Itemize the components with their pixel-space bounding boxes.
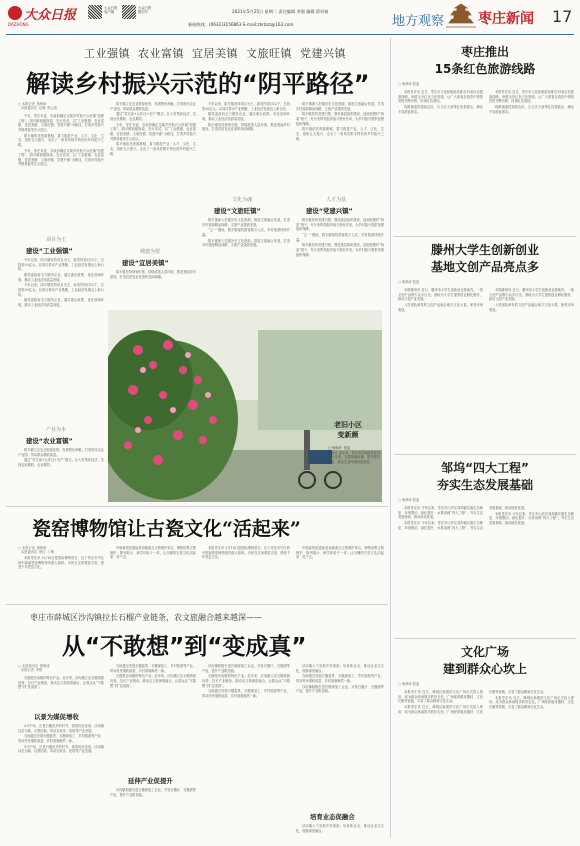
paragraph: 入驻团队研发的文创产品融合地方文化元素，深受市场欢迎。 (398, 302, 483, 312)
side-story4-body (398, 690, 574, 840)
side-story2-byline: □ 熊修涛 报道 (398, 280, 419, 284)
paragraph: 镇党委政府全力服务企业，落实惠企政策，优化营商环境，推动工业经济高质量发展。 (202, 112, 290, 121)
qr-code-icon (88, 5, 102, 19)
dateline: 2021年5月25日 星期二 责任编辑 李强 编辑 薛忻雅 (232, 9, 329, 14)
paragraph: 中陈郝瓷窑遗址是省级重点文物保护单位，博物馆集文物保护、陈列展示、研学体验于一体，让沉睡的古瓷文化活起来、传下去。 (296, 546, 384, 560)
lead-body-col1b (18, 258, 104, 422)
side-story4-byline: □ 熊修涛 报道 (398, 682, 419, 686)
section-divider (6, 506, 388, 507)
paragraph: 线路涵盖铁道游击队、台儿庄大战等红色资源点，满足不同游客需求。 (398, 104, 483, 114)
paragraph: 5月中旬，正是石榴花开的时节，游客纷至沓来。沙沟镇以花为媒，以景招商，带动农家乐、民宿等产业发展。 (18, 744, 104, 754)
story2-title: 瓷窑博物馆让古瓷文化“活起来” (32, 518, 301, 540)
paragraph: 本报枣庄讯 近日，枣庄市文化和旅游局推出15条红色旅游线路，串联全市红色文化资源，让广大游客在游览中感悟党的光辉历程，传承红色基因。 (398, 90, 483, 104)
paragraph: 阴平镇坚持党建引领，强化基层组织建设，选优配强村“两委”班子，充分发挥党组织战斗堡垒作用，为乡村振兴提供坚强组织保障。 (296, 243, 384, 257)
paragraph: 当地通过发展石榴盆景、石榴深加工、乡村旅游等产业，带动村民增收致富，乡村面貌焕然一新。 (18, 734, 104, 743)
subsection-heading: 建设“文旅旺镇” (214, 207, 261, 215)
lead-kicker: 工业强镇 农业富镇 宜居美镇 文旅旺镇 党建兴镇 (84, 47, 346, 60)
lead-byline: □ 本报记者 熊修涛 本报通讯员 赵琳 熊云涛 (18, 102, 57, 111)
side-story3-body (398, 506, 574, 634)
subsection-heading: 建设“党建兴镇” (306, 207, 353, 215)
paragraph: 镇党委政府全力服务企业，落实惠企政策，优化营商环境，推动工业经济高质量发展。 (18, 298, 104, 307)
story3-body-col3 (202, 664, 290, 840)
lead-title: 解读乡村振兴示范的“阴平路径” (26, 70, 370, 98)
paragraph: 本报枣庄讯 今年以来，枣庄市山亭区邹坞镇实施生态修复、环境整治、绿化提升、水系治理“四大工程”，夯实生态发展基础，推动绿色发展。 (489, 511, 574, 525)
side-divider (394, 236, 576, 237)
lead-body-col1c (18, 448, 104, 504)
qr-code-icon (122, 5, 136, 19)
paragraph: 本报枣庄讯 5月18日是国际博物馆日，位于枣庄市中区的中陈郝瓷窑博物馆内游人如织。市民在这里观赏古瓷，感受千年瓷窑文化。 (202, 546, 290, 560)
lead-body-col4 (296, 102, 384, 182)
subsection-heading: 建设“工业强镇” (26, 247, 73, 255)
lead-body-col2 (110, 102, 196, 238)
paragraph: 本报枣庄讯 近日，枣庄市文化和旅游局推出15条红色旅游线路，串联全市红色文化资源，让广大游客在游览中感悟党的光辉历程，传承红色基因。 (489, 90, 574, 104)
paragraph: 镇党委政府全力服务企业，落实惠企政策，优化营商环境，推动工业经济高质量发展。 (18, 272, 104, 282)
side-story1-body (398, 90, 574, 232)
paragraph: 石榴是沙沟镇的特色产业。近年来，沙沟镇立足石榴资源优势，拉长产业链条，推动农文旅深度融合，让群众从“不敢想”到“变成真”。 (202, 674, 290, 688)
story3-subheading: 以景为媒促增收 (34, 713, 79, 721)
story2-body-col4 (296, 546, 384, 598)
subsection-kicker: 文化为魂 (232, 197, 253, 203)
paragraph: 今年，枣庄市委、市政府确定实施乡村振兴示范镇“创建工程”，阴平镇积极探索、先行先试，以“工业强镇、农业富镇、宜居美镇、文旅旺镇、党建兴镇”为路径，打造乡村振兴齐鲁样板枣庄示范区。 (110, 122, 196, 141)
app-label-1: 大众日报 客户端 (104, 6, 118, 14)
paragraph: 阴平镇坚持党建引领，强化基层组织建设，选优配强村“两委”班子，充分发挥党组织战斗堡垒作用，为乡村振兴提供坚强组织保障。 (296, 112, 384, 126)
paragraph: 5月中旬，正是石榴花开的时节，游客纷至沓来。沙沟镇以花为媒，以景招商，带动农家乐、民宿等产业发展。 (18, 724, 104, 733)
section-label: 地方观察 (392, 14, 445, 29)
photo-caption: □ 熊修涛 报道 本报讯 近年来，枣庄市持续推进老旧小区改造，完善基础设施，提升居住品质，群众生活环境明显改善。 (328, 446, 380, 464)
logo-icon (8, 6, 22, 20)
side-story1-title: 枣庄推出 15条红色旅游线路 (434, 45, 536, 76)
header-rule (6, 34, 574, 35)
side-story3-byline: □ 熊修涛 报道 (398, 498, 419, 502)
paragraph: 本报滕州讯 近日，滕州市大学生创新创业基地内，一批文创产品吸引众多目光。基地为大学生提供创业孵化服务，推动文创产业发展。 (489, 288, 574, 302)
paragraph: 阴平镇立足农业资源优势，发展特色种植，打造现代农业产业园，带动群众增收致富。 (18, 448, 104, 457)
paragraph: 当地通过发展石榴盆景、石榴深加工、乡村旅游等产业，带动村民增收致富，乡村面貌焕然一新。 (202, 689, 290, 698)
story3-body-col4 (296, 664, 384, 804)
paragraph: “五一”期间，阴平镇接待游客数万人次，乡村旅游持续升温。 (202, 228, 290, 237)
subsection-kicker: 项目为王 (46, 237, 67, 243)
paragraph: 当地通过发展石榴盆景、石榴深加工、乡村旅游等产业，带动村民增收致富，乡村面貌焕然一新。 (110, 664, 196, 673)
story3-body-col4b (296, 824, 384, 840)
paragraph: 今年以来，阴平镇坚持项目为王，新签约项目12个，总投资30亿元。以项目带动产业集聚，工业经济发展迈上新台阶。 (202, 102, 290, 111)
paragraph: 当地通过发展石榴盆景、石榴深加工、乡村旅游等产业，带动村民增收致富，乡村面貌焕然一新。 (296, 674, 384, 683)
story3-subheading: 延伸产业促提升 (128, 777, 173, 785)
contact-line: 新闻热线：(0632)3156863 E-mail:zhrbzz@163.com (188, 22, 294, 27)
paragraph: 阴平镇依托资源禀赋，着力推进产业、人才、文化、生态、组织五大振兴，走出了一条具有阴平特色的乡村振兴之路。 (110, 142, 196, 156)
paragraph: 线路涵盖铁道游击队、台儿庄大战等红色资源点，满足不同游客需求。 (489, 104, 574, 114)
story2-body-col1 (18, 556, 104, 598)
paragraph: 中陈郝瓷窑遗址是省级重点文物保护单位，博物馆集文物保护、陈列展示、研学体验于一体，让沉睡的古瓷文化活起来、传下去。 (110, 546, 196, 560)
subsection-kicker: 城建为要 (140, 249, 161, 255)
paragraph: 阴平镇坚持规划引领，持续改善人居环境，推进美丽乡村建设，打造宜居宜业宜游的美丽城镇。 (202, 122, 290, 132)
story3-byline: □ 本报通讯员 熊修涛 本报记者 李强 (18, 664, 50, 673)
story3-body-col2 (110, 664, 196, 768)
story2-byline: □ 本报记者 熊修涛 本报通讯员 徐红 丁梅 (18, 546, 54, 555)
page-number: 17 (552, 7, 573, 26)
paragraph: 通过“党支部+合作社+农户”模式，壮大村集体经济，实现农民增收、农业增效。 (110, 112, 196, 121)
app-label-2: 大众日报 微信号 (138, 6, 152, 14)
paragraph: 石榴是沙沟镇的特色产业。近年来，沙沟镇立足石榴资源优势，拉长产业链条，推动农文旅深度融合，让群众从“不敢想”到“变成真”。 (110, 674, 196, 688)
lead-body-col3 (202, 102, 290, 182)
subsection-heading: 建设“宜居美镇” (122, 259, 169, 267)
side-story1-byline: □ 熊修涛 报道 (398, 82, 419, 86)
story3-title: 从“不敢想”到“变成真” (62, 634, 307, 660)
lead-body-col3b (202, 218, 290, 308)
paragraph: 本报枣庄讯 5月18日是国际博物馆日，位于枣庄市中区的中陈郝瓷窑博物馆内游人如织。市民在这里观赏古瓷，感受千年瓷窑文化。 (18, 556, 104, 570)
newspaper-logo: 大众日报 (24, 8, 77, 23)
side-story3-title: 邹坞“四大工程” 夯实生态发展基础 (436, 461, 533, 492)
paragraph: 阴平镇深入挖掘历史文化资源，推进文旅融合发展，打造乡村旅游精品线路，文旅产业蓬勃发展。 (296, 102, 384, 111)
paragraph: 阴平镇坚持规划引领，持续改善人居环境，推进美丽乡村建设，打造宜居宜业宜游的美丽城镇。 (110, 270, 196, 279)
paragraph: 沙沟镇大力发展乡村旅游，培育新业态，推动农业与文化、旅游深度融合。 (296, 824, 384, 833)
paragraph: 本报枣庄讯 今年以来，枣庄市山亭区邹坞镇实施生态修复、环境整治、绿化提升、水系治理“四大工程”，夯实生态发展基础，推动绿色发展。 (398, 506, 483, 520)
paragraph: 今年以来，阴平镇坚持项目为王，新签约项目12个，总投资30亿元。以项目带动产业集聚，工业经济发展迈上新台阶。 (18, 258, 104, 272)
paragraph: 本报枣庄讯 今年以来，枣庄市山亭区邹坞镇实施生态修复、环境整治、绿化提升、水系治理“四大工程”，夯实生态发展基础，推动绿色发展。 (398, 506, 528, 530)
paragraph: 今年，枣庄市委、市政府确定实施乡村振兴示范镇“创建工程”，阴平镇积极探索、先行先试，以“工业强镇、农业富镇、宜居美镇、文旅旺镇、党建兴镇”为路径，打造乡村振兴齐鲁样板枣庄示范区。 (18, 148, 104, 167)
paragraph: 通过“党支部+合作社+农户”模式，壮大村集体经济，实现农民增收、农业增效。 (18, 458, 104, 467)
paragraph: 沙沟镇积极引进石榴深加工企业，开发石榴汁、石榴酒等产品，提升产业附加值。 (202, 664, 290, 673)
page-name: 枣庄新闻 (478, 11, 534, 27)
paragraph: 阴平镇依托资源禀赋，着力推进产业、人才、文化、生态、组织五大振兴，走出了一条具有阴平特色的乡村振兴之路。 (18, 133, 104, 147)
paragraph: 沙沟镇积极引进石榴深加工企业，开发石榴汁、石榴酒等产品，提升产业附加值。 (110, 788, 196, 797)
paragraph: 沙沟镇大力发展乡村旅游，培育新业态，推动农业与文化、旅游深度融合。 (296, 664, 384, 673)
paragraph: 今年以来，阴平镇坚持项目为王，新签约项目12个，总投资30亿元。以项目带动产业集聚，工业经济发展迈上新台阶。 (18, 283, 104, 297)
paragraph: 本报枣庄讯 近日，峄城区新建的文化广场正式投入使用，成为群众休闲娱乐的好去处。广场配套健身器材、文化长廊等设施，丰富了群众精神文化生活。 (398, 690, 483, 704)
column-divider (390, 38, 391, 838)
story3-body-col1 (18, 676, 104, 706)
side-story2-title: 滕州大学生创新创业 基地文创产品亮点多 (430, 243, 539, 274)
side-story2-body (398, 288, 574, 450)
subsection-heading: 建设“农业富镇” (26, 437, 73, 445)
story3-kicker: 枣庄市薛城区沙沟镇拉长石榴产业链条，农文旅融合越来越深—— (30, 613, 262, 622)
paragraph: 本报滕州讯 近日，滕州市大学生创新创业基地内，一批文创产品吸引众多目光。基地为大学生提供创业孵化服务，推动文创产业发展。 (398, 288, 483, 302)
paragraph: “五一”期间，阴平镇接待游客数万人次，乡村旅游持续升温。 (296, 232, 384, 242)
subsection-kicker: 产业为本 (46, 427, 67, 433)
story2-body-col2 (110, 546, 196, 598)
story3-body-col1b (18, 724, 104, 840)
lead-body-col2b (110, 270, 196, 308)
paragraph: 本报枣庄讯 近日，峄城区新建的文化广场正式投入使用，成为群众休闲娱乐的好去处。广场配套健身器材、文化长廊等设施，丰富了群众精神文化生活。 (398, 690, 547, 714)
story3-body-col2b (110, 788, 196, 840)
paragraph: 阴平镇依托资源禀赋，着力推进产业、人才、文化、生态、组织五大振兴，走出了一条具有阴平特色的乡村振兴之路。 (296, 127, 384, 141)
photo-caption-title: 老旧小区 变新颜 (334, 421, 362, 439)
side-divider (394, 454, 576, 455)
paragraph: 石榴是沙沟镇的特色产业。近年来，沙沟镇立足石榴资源优势，拉长产业链条，推动农文旅深度融合，让群众从“不敢想”到“变成真”。 (18, 676, 104, 690)
paragraph: 阴平镇深入挖掘历史文化资源，推进文旅融合发展，打造乡村旅游精品线路，文旅产业蓬勃发展。 (202, 218, 290, 227)
side-story4-title: 文化广场 建到群众心坎上 (442, 645, 527, 676)
paragraph: 阴平镇坚持党建引领，强化基层组织建设，选优配强村“两委”班子，充分发挥党组织战斗堡垒作用，为乡村振兴提供坚强组织保障。 (296, 218, 384, 232)
paragraph: 阴平镇立足农业资源优势，发展特色种植，打造现代农业产业园，带动群众增收致富。 (110, 102, 196, 111)
paragraph: 本报枣庄讯 近日，峄城区新建的文化广场正式投入使用，成为群众休闲娱乐的好去处。广场配套健身器材、文化长廊等设施，丰富了群众精神文化生活。 (489, 695, 574, 709)
story2-body-col3 (202, 546, 290, 598)
masthead (0, 0, 580, 36)
newspaper-logo-sub: DAZHONG (8, 22, 29, 27)
subsection-kicker: 人才为基 (326, 197, 347, 203)
paragraph: 入驻团队研发的文创产品融合地方文化元素，深受市场欢迎。 (489, 302, 574, 312)
lead-body-col4b (296, 218, 384, 308)
lead-body-col1 (18, 114, 104, 228)
side-divider (394, 638, 576, 639)
section-divider (6, 604, 388, 605)
paragraph: 今年，枣庄市委、市政府确定实施乡村振兴示范镇“创建工程”，阴平镇积极探索、先行先试，以“工业强镇、农业富镇、宜居美镇、文旅旺镇、党建兴镇”为路径，打造乡村振兴齐鲁样板枣庄示范区。 (18, 114, 104, 132)
paragraph: 沙沟镇积极引进石榴深加工企业，开发石榴汁、石榴酒等产品，提升产业附加值。 (296, 684, 384, 694)
paragraph: 阴平镇深入挖掘历史文化资源，推进文旅融合发展，打造乡村旅游精品线路，文旅产业蓬勃发展。 (202, 238, 290, 248)
pagoda-icon (444, 3, 478, 29)
story3-subheading: 培育业态促融合 (310, 813, 355, 821)
